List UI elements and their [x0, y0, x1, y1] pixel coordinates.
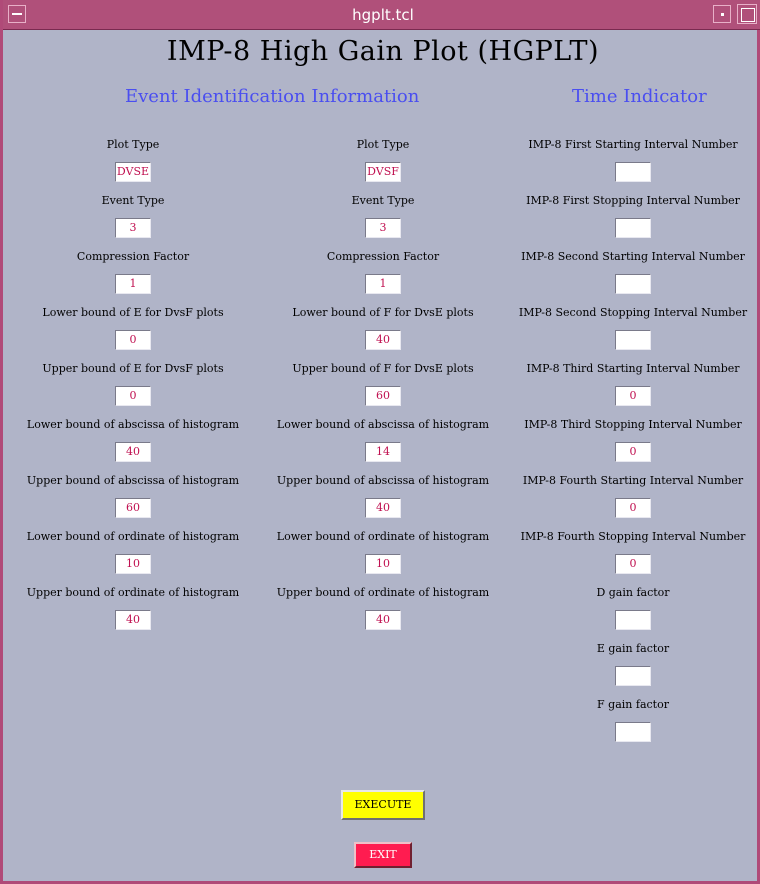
- col3-input[interactable]: [615, 610, 651, 630]
- col2-label: Upper bound of abscissa of histogram: [276, 474, 490, 487]
- col2-label: Upper bound of ordinate of histogram: [276, 586, 490, 599]
- col2-input[interactable]: 40: [365, 610, 401, 630]
- col3-label: IMP-8 Fourth Stopping Interval Number: [520, 530, 746, 543]
- exit-button[interactable]: EXIT: [354, 842, 412, 868]
- col1-label: Lower bound of ordinate of histogram: [26, 530, 240, 543]
- col3-label: IMP-8 Second Stopping Interval Number: [518, 306, 748, 319]
- col2-input[interactable]: DVSF: [365, 162, 401, 182]
- col2-input[interactable]: 40: [365, 330, 401, 350]
- col1-label: Lower bound of abscissa of histogram: [26, 418, 240, 431]
- col1-input[interactable]: 0: [115, 386, 151, 406]
- col1-label: Upper bound of E for DvsF plots: [42, 362, 224, 375]
- col1-input[interactable]: 40: [115, 610, 151, 630]
- col2-label: Lower bound of abscissa of histogram: [276, 418, 490, 431]
- time-section-title: Time Indicator: [572, 86, 707, 107]
- col1-label: Upper bound of abscissa of histogram: [26, 474, 240, 487]
- col2-input[interactable]: 3: [365, 218, 401, 238]
- col3-label: IMP-8 Third Stopping Interval Number: [524, 418, 742, 431]
- window-title: hgplt.tcl: [352, 6, 414, 24]
- col3-input[interactable]: [615, 722, 651, 742]
- col1-input[interactable]: 60: [115, 498, 151, 518]
- col3-label: IMP-8 First Starting Interval Number: [528, 138, 738, 151]
- col2-label: Lower bound of ordinate of histogram: [276, 530, 490, 543]
- col1-input[interactable]: 10: [115, 554, 151, 574]
- col1-input[interactable]: DVSE: [115, 162, 151, 182]
- col1-label: Event Type: [101, 194, 165, 207]
- execute-button[interactable]: EXECUTE: [341, 790, 425, 820]
- col2-input[interactable]: 40: [365, 498, 401, 518]
- col3-input[interactable]: [615, 218, 651, 238]
- col1-input[interactable]: 1: [115, 274, 151, 294]
- col1-label: Compression Factor: [76, 250, 190, 263]
- col2-input[interactable]: 14: [365, 442, 401, 462]
- col1-input[interactable]: 0: [115, 330, 151, 350]
- col3-input[interactable]: [615, 330, 651, 350]
- col3-input[interactable]: 0: [615, 442, 651, 462]
- col2-label: Upper bound of F for DvsE plots: [292, 362, 474, 375]
- col2-label: Compression Factor: [326, 250, 440, 263]
- event-section-title: Event Identification Information: [125, 86, 420, 107]
- col3-label: E gain factor: [596, 642, 670, 655]
- col3-input[interactable]: [615, 162, 651, 182]
- col2-label: Event Type: [351, 194, 415, 207]
- col1-label: Plot Type: [106, 138, 160, 151]
- col3-label: IMP-8 Fourth Starting Interval Number: [522, 474, 744, 487]
- col3-input[interactable]: 0: [615, 554, 651, 574]
- col3-input[interactable]: 0: [615, 498, 651, 518]
- col2-input[interactable]: 10: [365, 554, 401, 574]
- col1-label: Upper bound of ordinate of histogram: [26, 586, 240, 599]
- col1-label: Lower bound of E for DvsF plots: [42, 306, 224, 319]
- col1-input[interactable]: 3: [115, 218, 151, 238]
- title-bar[interactable]: [3, 0, 760, 30]
- col3-input[interactable]: [615, 666, 651, 686]
- col3-label: F gain factor: [597, 698, 669, 711]
- col2-label: Plot Type: [356, 138, 410, 151]
- col1-input[interactable]: 40: [115, 442, 151, 462]
- minimize-icon[interactable]: [713, 5, 731, 23]
- col3-label: IMP-8 Second Starting Interval Number: [521, 250, 745, 263]
- maximize-icon[interactable]: [737, 4, 757, 24]
- col3-label: IMP-8 Third Starting Interval Number: [526, 362, 740, 375]
- col2-input[interactable]: 60: [365, 386, 401, 406]
- col3-input[interactable]: 0: [615, 386, 651, 406]
- col3-label: D gain factor: [596, 586, 670, 599]
- col2-input[interactable]: 1: [365, 274, 401, 294]
- col3-input[interactable]: [615, 274, 651, 294]
- page-title: IMP-8 High Gain Plot (HGPLT): [166, 36, 600, 67]
- col3-label: IMP-8 First Stopping Interval Number: [526, 194, 740, 207]
- col2-label: Lower bound of F for DvsE plots: [292, 306, 474, 319]
